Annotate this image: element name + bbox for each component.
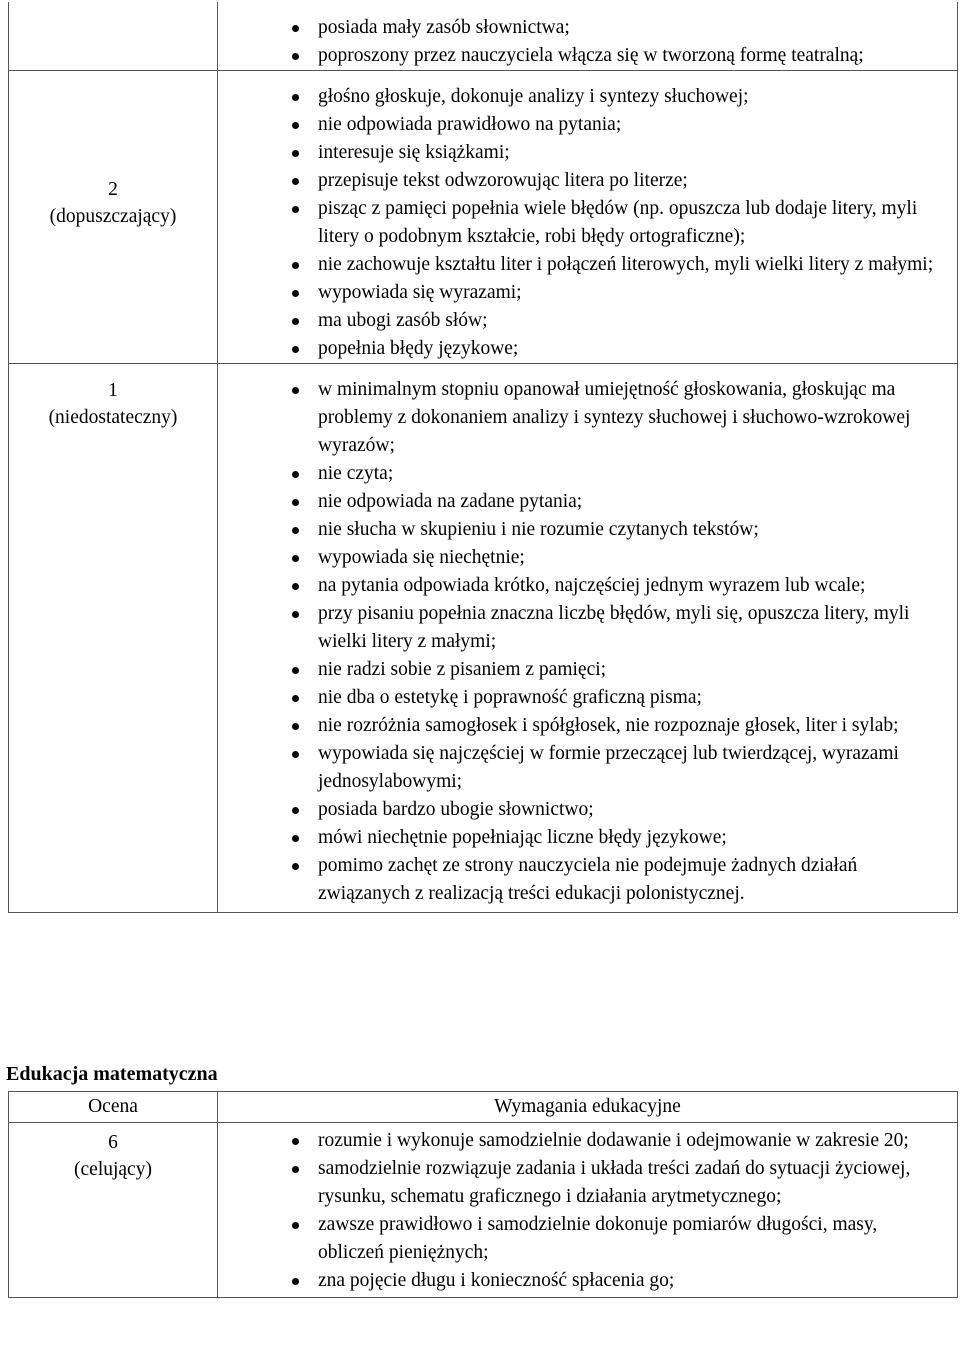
bullet-icon [292,1138,299,1145]
list-item [30,139,947,167]
bullet-icon [292,178,299,185]
list-item [30,712,947,740]
list-item-text: w minimalnym stopniu opanował umiejętność głoskowania, głoskując ma problemy z dokonaniem analizy i syntezy słuchowej i słuchowo-wzrokowej wyrazów; [318,379,911,456]
requirements-list [268,83,957,363]
list-item-text: popełnia błędy językowe; [318,338,519,359]
list-item-text: nie czyta; [318,463,394,484]
list-item-text: nie dba o estetykę i poprawność graficzną pisma; [318,687,702,708]
header-grade: Ocena [9,1092,218,1123]
list-item-text: zawsze prawidłowo i samodzielnie dokonuje pomiarów długości, masy, obliczeń pieniężnych; [318,1214,878,1263]
list-item-text: nie rozróżnia samogłosek i spółgłosek, nie rozpoznaje głosek, liter i sylab; [318,715,899,736]
list-item-text: nie zachowuje kształtu liter i połączeń literowych, myli wielki litery z małymi; [318,254,934,275]
list-item [30,488,947,516]
bullet-icon [292,1166,299,1173]
list-item-text: nie radzi sobie z pisaniem z pamięci; [318,659,607,680]
list-item [30,335,947,363]
table-row [9,364,958,913]
list-item-text: przy pisaniu popełnia znaczna liczbę błędów, myli się, opuszcza litery, myli wielki litery z małymi; [318,603,910,652]
list-item-text: wypowiada się niechętnie; [318,547,525,568]
list-item [30,111,947,139]
bullet-icon [292,318,299,325]
bullet-icon [292,527,299,534]
bullet-icon [292,1222,299,1229]
list-item-text: posiada mały zasób słownictwa; [318,17,570,38]
list-item-text: pomimo zachęt ze strony nauczyciela nie podejmuje żadnych działań związanych z realizacją treści edukacji polonistycznej. [318,855,858,904]
bullet-icon [292,723,299,730]
grade-label: (dopuszczający) [49,206,177,227]
list-item-text: mówi niechętnie popełniając liczne błędy językowe; [318,827,727,848]
list-item-text: przepisuje tekst odwzorowując litera po literze; [318,170,688,191]
list-item [30,83,947,111]
grade-number: 6 [108,1132,118,1153]
list-item [30,824,947,852]
bullet-icon [292,835,299,842]
list-item [30,796,947,824]
requirements-cell [218,364,958,913]
bullet-icon [292,751,299,758]
list-item [30,516,947,544]
list-item [30,460,947,488]
bullet-icon [292,94,299,101]
list-item-text: ma ubogi zasób słów; [318,310,488,331]
list-item-text: interesuje się książkami; [318,142,510,163]
list-item-text: głośno głoskuje, dokonuje analizy i syntezy słuchowej; [318,86,749,107]
list-item [30,307,947,335]
bullet-icon [292,583,299,590]
list-item-text: wypowiada się najczęściej w formie przeczącej lub twierdzącej, wyrazami jednosylabowymi; [318,743,899,792]
list-item [30,684,947,712]
bullet-icon [292,863,299,870]
list-item-text: rozumie i wykonuje samodzielnie dodawanie i odejmowanie w zakresie 20; [318,1130,909,1151]
requirements-cell [218,1123,958,1298]
header-requirements: Wymagania edukacyjne [218,1092,958,1123]
table-header-row [9,1092,958,1123]
grade-label: (niedostateczny) [48,407,178,428]
bullet-icon [292,346,299,353]
list-item-text: samodzielnie rozwiązuje zadania i układa treści zadań do sytuacji życiowej, rysunku, schematu graficznego i działania arytmetycznego; [318,1158,911,1207]
list-item-text: pisząc z pamięci popełnia wiele błędów (np. opuszcza lub dodaje litery, myli litery o podobnym kształcie, robi błędy ortograficzne); [318,198,918,247]
list-item [30,740,947,796]
table-row [9,71,958,364]
list-item [30,42,947,70]
list-item [30,1211,947,1267]
bullet-icon [292,290,299,297]
table-row [9,1123,958,1298]
bullet-icon [292,611,299,618]
bullet-icon [292,499,299,506]
requirements-list [268,14,957,70]
list-item-text: nie odpowiada na zadane pytania; [318,491,583,512]
list-item [30,14,947,42]
bullet-icon [292,1278,299,1285]
requirements-cell [218,71,958,364]
bullet-icon [292,150,299,157]
grading-table-math [8,1091,958,1298]
requirements-cell [218,2,958,71]
bullet-icon [292,262,299,269]
list-item [30,656,947,684]
bullet-icon [292,807,299,814]
grade-label: (celujący) [74,1159,152,1180]
bullet-icon [292,471,299,478]
bullet-icon [292,206,299,213]
bullet-icon [292,25,299,32]
requirements-list [268,376,957,908]
list-item-text: poproszony przez nauczyciela włącza się w tworzoną formę teatralną; [318,45,864,66]
list-item [30,544,947,572]
list-item-text: zna pojęcie długu i konieczność spłacenia go; [318,1270,675,1291]
bullet-icon [292,122,299,129]
grade-number: 1 [108,380,118,401]
list-item [30,600,947,656]
list-item-text: wypowiada się wyrazami; [318,282,522,303]
section-title: Edukacja matematyczna [6,1063,218,1085]
list-item [30,195,947,251]
list-item [30,1155,947,1211]
list-item-text: nie słucha w skupieniu i nie rozumie czytanych tekstów; [318,519,759,540]
bullet-icon [292,667,299,674]
requirements-list [268,1127,957,1295]
table-row [9,2,958,71]
list-item [30,1267,947,1295]
grading-table-polish [8,2,958,913]
list-item [30,251,947,279]
list-item [30,852,947,908]
list-item-text: posiada bardzo ubogie słownictwo; [318,799,594,820]
grade-number: 2 [108,179,118,200]
bullet-icon [292,387,299,394]
bullet-icon [292,695,299,702]
bullet-icon [292,53,299,60]
bullet-icon [292,555,299,562]
list-item [30,167,947,195]
list-item [30,279,947,307]
list-item [30,572,947,600]
list-item-text: na pytania odpowiada krótko, najczęściej jednym wyrazem lub wcale; [318,575,866,596]
list-item-text: nie odpowiada prawidłowo na pytania; [318,114,622,135]
list-item [30,376,947,460]
list-item [30,1127,947,1155]
